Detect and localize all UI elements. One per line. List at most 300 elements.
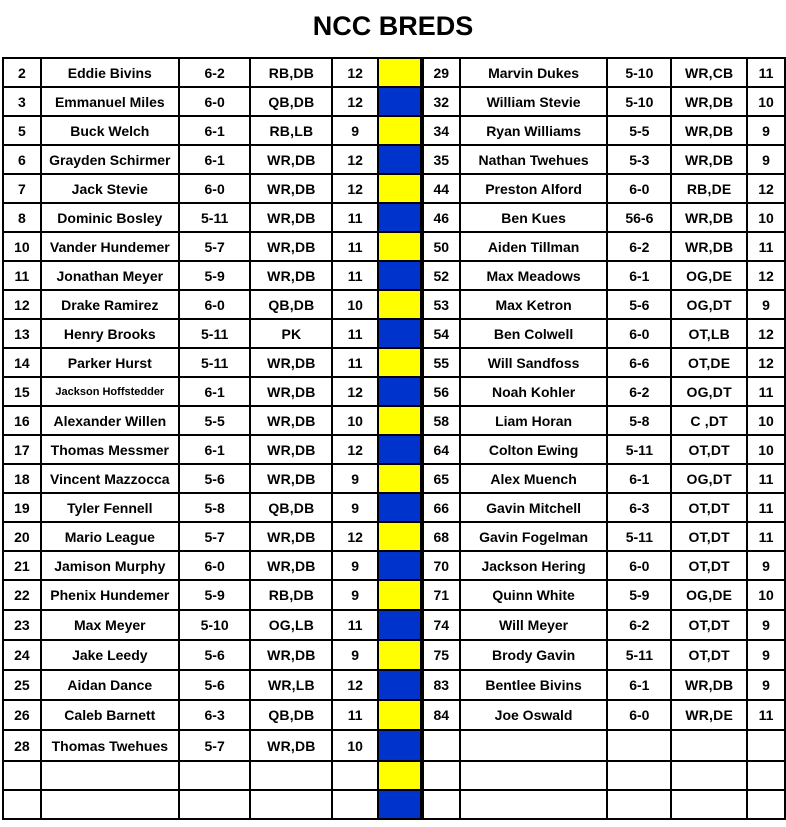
- right-name-cell: Liam Horan: [460, 406, 608, 435]
- right-grade-cell: 11: [747, 493, 785, 522]
- color-swatch-blue: [378, 670, 422, 700]
- right-pos-cell: WR,DB: [671, 145, 747, 174]
- right-ht-cell: [607, 730, 671, 761]
- left-pos-cell: WR,DB: [250, 435, 332, 464]
- left-grade-cell: 11: [332, 610, 378, 640]
- left-num-cell: 28: [3, 730, 41, 761]
- table-row: [3, 58, 785, 87]
- color-swatch-yellow: [378, 406, 422, 435]
- right-ht-cell: 5-5: [607, 116, 671, 145]
- right-pos-cell: OG,DE: [671, 261, 747, 290]
- right-num-cell: 74: [422, 610, 460, 640]
- right-pos-cell: WR,CB: [671, 58, 747, 87]
- left-pos-cell: QB,DB: [250, 290, 332, 319]
- right-name-cell: Will Meyer: [460, 610, 608, 640]
- color-swatch-yellow: [378, 580, 422, 610]
- right-pos-cell: WR,DB: [671, 87, 747, 116]
- right-grade-cell: 9: [747, 116, 785, 145]
- left-pos-cell: RB,DB: [250, 58, 332, 87]
- left-ht-cell: [179, 790, 251, 819]
- left-num-cell: 14: [3, 348, 41, 377]
- table-row: [3, 435, 785, 464]
- left-pos-cell: WR,DB: [250, 261, 332, 290]
- table-row: [3, 464, 785, 493]
- right-pos-cell: OT,DT: [671, 610, 747, 640]
- right-num-cell: 32: [422, 87, 460, 116]
- left-pos-cell: WR,DB: [250, 640, 332, 670]
- left-ht-cell: 5-7: [179, 522, 251, 551]
- left-ht-cell: 5-7: [179, 730, 251, 761]
- table-row: [3, 232, 785, 261]
- left-num-cell: 10: [3, 232, 41, 261]
- left-grade-cell: 9: [332, 464, 378, 493]
- left-name-cell: Parker Hurst: [41, 348, 179, 377]
- right-num-cell: 44: [422, 174, 460, 203]
- table-row: [3, 670, 785, 700]
- right-num-cell: 65: [422, 464, 460, 493]
- left-num-cell: 22: [3, 580, 41, 610]
- left-grade-cell: 11: [332, 232, 378, 261]
- right-name-cell: Colton Ewing: [460, 435, 608, 464]
- left-pos-cell: WR,DB: [250, 348, 332, 377]
- right-num-cell: [422, 730, 460, 761]
- left-grade-cell: 10: [332, 406, 378, 435]
- right-ht-cell: 5-11: [607, 435, 671, 464]
- right-num-cell: 53: [422, 290, 460, 319]
- color-swatch-yellow: [378, 116, 422, 145]
- right-num-cell: 83: [422, 670, 460, 700]
- left-ht-cell: 5-7: [179, 232, 251, 261]
- left-name-cell: Jake Leedy: [41, 640, 179, 670]
- left-grade-cell: [332, 790, 378, 819]
- right-ht-cell: 6-0: [607, 319, 671, 348]
- right-ht-cell: 5-11: [607, 522, 671, 551]
- left-ht-cell: 6-3: [179, 700, 251, 730]
- left-num-cell: 2: [3, 58, 41, 87]
- left-num-cell: [3, 761, 41, 790]
- table-row: [3, 116, 785, 145]
- right-num-cell: 58: [422, 406, 460, 435]
- left-name-cell: Vincent Mazzocca: [41, 464, 179, 493]
- right-name-cell: Brody Gavin: [460, 640, 608, 670]
- table-row: [3, 761, 785, 790]
- right-grade-cell: 9: [747, 610, 785, 640]
- right-pos-cell: OG,DT: [671, 290, 747, 319]
- right-pos-cell: OT,DT: [671, 435, 747, 464]
- right-pos-cell: [671, 790, 747, 819]
- left-pos-cell: WR,LB: [250, 670, 332, 700]
- right-num-cell: 34: [422, 116, 460, 145]
- left-pos-cell: WR,DB: [250, 377, 332, 406]
- color-swatch-blue: [378, 87, 422, 116]
- right-pos-cell: WR,DB: [671, 116, 747, 145]
- left-grade-cell: 9: [332, 640, 378, 670]
- left-name-cell: Jackson Hoffstedder: [41, 377, 179, 406]
- left-ht-cell: 6-0: [179, 87, 251, 116]
- left-ht-cell: 6-0: [179, 174, 251, 203]
- table-row: [3, 790, 785, 819]
- right-grade-cell: 9: [747, 551, 785, 580]
- right-ht-cell: 5-6: [607, 290, 671, 319]
- right-name-cell: William Stevie: [460, 87, 608, 116]
- left-name-cell: Mario League: [41, 522, 179, 551]
- right-ht-cell: 5-10: [607, 87, 671, 116]
- left-grade-cell: 9: [332, 580, 378, 610]
- color-swatch-blue: [378, 377, 422, 406]
- right-name-cell: Noah Kohler: [460, 377, 608, 406]
- right-ht-cell: 5-10: [607, 58, 671, 87]
- left-ht-cell: 6-1: [179, 116, 251, 145]
- right-pos-cell: [671, 761, 747, 790]
- left-name-cell: Henry Brooks: [41, 319, 179, 348]
- right-num-cell: 56: [422, 377, 460, 406]
- left-num-cell: 3: [3, 87, 41, 116]
- left-name-cell: [41, 790, 179, 819]
- left-name-cell: Alexander Willen: [41, 406, 179, 435]
- right-ht-cell: [607, 761, 671, 790]
- right-num-cell: 70: [422, 551, 460, 580]
- right-grade-cell: 9: [747, 145, 785, 174]
- color-swatch-blue: [378, 435, 422, 464]
- right-ht-cell: 6-2: [607, 610, 671, 640]
- left-ht-cell: 5-6: [179, 670, 251, 700]
- left-grade-cell: 12: [332, 145, 378, 174]
- right-pos-cell: OT,DT: [671, 551, 747, 580]
- right-num-cell: 68: [422, 522, 460, 551]
- left-pos-cell: QB,DB: [250, 493, 332, 522]
- left-pos-cell: QB,DB: [250, 87, 332, 116]
- table-row: [3, 522, 785, 551]
- right-grade-cell: 11: [747, 232, 785, 261]
- right-ht-cell: 6-1: [607, 670, 671, 700]
- color-swatch-yellow: [378, 640, 422, 670]
- color-swatch-yellow: [378, 348, 422, 377]
- right-pos-cell: C ,DT: [671, 406, 747, 435]
- right-ht-cell: 6-2: [607, 232, 671, 261]
- left-num-cell: 6: [3, 145, 41, 174]
- left-ht-cell: 5-8: [179, 493, 251, 522]
- table-row: [3, 700, 785, 730]
- left-name-cell: Jonathan Meyer: [41, 261, 179, 290]
- right-grade-cell: 9: [747, 290, 785, 319]
- right-pos-cell: WR,DE: [671, 700, 747, 730]
- left-name-cell: [41, 761, 179, 790]
- table-row: [3, 580, 785, 610]
- left-pos-cell: WR,DB: [250, 232, 332, 261]
- left-name-cell: Grayden Schirmer: [41, 145, 179, 174]
- left-grade-cell: 10: [332, 290, 378, 319]
- left-pos-cell: WR,DB: [250, 464, 332, 493]
- right-ht-cell: 5-9: [607, 580, 671, 610]
- left-ht-cell: 6-2: [179, 58, 251, 87]
- left-ht-cell: 5-11: [179, 319, 251, 348]
- right-grade-cell: 12: [747, 261, 785, 290]
- right-num-cell: 50: [422, 232, 460, 261]
- right-name-cell: Max Meadows: [460, 261, 608, 290]
- right-ht-cell: 56-6: [607, 203, 671, 232]
- color-swatch-yellow: [378, 464, 422, 493]
- right-name-cell: Ben Kues: [460, 203, 608, 232]
- table-row: [3, 551, 785, 580]
- left-ht-cell: 5-11: [179, 348, 251, 377]
- right-name-cell: Nathan Twehues: [460, 145, 608, 174]
- right-name-cell: Joe Oswald: [460, 700, 608, 730]
- left-pos-cell: [250, 761, 332, 790]
- right-name-cell: Gavin Mitchell: [460, 493, 608, 522]
- left-num-cell: 25: [3, 670, 41, 700]
- right-pos-cell: WR,DB: [671, 670, 747, 700]
- color-swatch-yellow: [378, 232, 422, 261]
- right-name-cell: Ben Colwell: [460, 319, 608, 348]
- right-grade-cell: 12: [747, 174, 785, 203]
- color-swatch-blue: [378, 551, 422, 580]
- left-pos-cell: RB,DB: [250, 580, 332, 610]
- left-name-cell: Aidan Dance: [41, 670, 179, 700]
- left-grade-cell: 11: [332, 700, 378, 730]
- color-swatch-blue: [378, 319, 422, 348]
- left-name-cell: Thomas Messmer: [41, 435, 179, 464]
- left-name-cell: Phenix Hundemer: [41, 580, 179, 610]
- left-ht-cell: 6-0: [179, 290, 251, 319]
- left-num-cell: 23: [3, 610, 41, 640]
- right-ht-cell: 6-0: [607, 174, 671, 203]
- right-grade-cell: 11: [747, 377, 785, 406]
- left-grade-cell: 11: [332, 203, 378, 232]
- left-name-cell: Emmanuel Miles: [41, 87, 179, 116]
- right-name-cell: Aiden Tillman: [460, 232, 608, 261]
- color-swatch-yellow: [378, 58, 422, 87]
- left-grade-cell: 12: [332, 522, 378, 551]
- left-num-cell: 26: [3, 700, 41, 730]
- right-grade-cell: 12: [747, 348, 785, 377]
- left-pos-cell: RB,LB: [250, 116, 332, 145]
- right-grade-cell: [747, 761, 785, 790]
- left-grade-cell: 11: [332, 348, 378, 377]
- left-ht-cell: [179, 761, 251, 790]
- color-swatch-blue: [378, 730, 422, 761]
- left-pos-cell: WR,DB: [250, 145, 332, 174]
- left-pos-cell: WR,DB: [250, 551, 332, 580]
- right-name-cell: Gavin Fogelman: [460, 522, 608, 551]
- left-num-cell: 7: [3, 174, 41, 203]
- left-name-cell: Eddie Bivins: [41, 58, 179, 87]
- right-grade-cell: 9: [747, 640, 785, 670]
- left-ht-cell: 5-5: [179, 406, 251, 435]
- right-pos-cell: WR,DB: [671, 232, 747, 261]
- right-grade-cell: 10: [747, 435, 785, 464]
- left-pos-cell: [250, 790, 332, 819]
- right-grade-cell: 11: [747, 464, 785, 493]
- right-name-cell: Bentlee Bivins: [460, 670, 608, 700]
- left-pos-cell: OG,LB: [250, 610, 332, 640]
- left-ht-cell: 6-1: [179, 145, 251, 174]
- color-swatch-yellow: [378, 761, 422, 790]
- left-ht-cell: 5-9: [179, 580, 251, 610]
- table-row: [3, 730, 785, 761]
- right-pos-cell: RB,DE: [671, 174, 747, 203]
- right-ht-cell: 5-3: [607, 145, 671, 174]
- right-ht-cell: 6-1: [607, 261, 671, 290]
- left-ht-cell: 5-6: [179, 464, 251, 493]
- right-pos-cell: OG,DE: [671, 580, 747, 610]
- left-grade-cell: 10: [332, 730, 378, 761]
- left-ht-cell: 5-11: [179, 203, 251, 232]
- left-grade-cell: 9: [332, 551, 378, 580]
- right-ht-cell: 6-6: [607, 348, 671, 377]
- right-pos-cell: OT,DT: [671, 640, 747, 670]
- left-num-cell: 21: [3, 551, 41, 580]
- right-num-cell: 66: [422, 493, 460, 522]
- left-grade-cell: 12: [332, 435, 378, 464]
- color-swatch-yellow: [378, 174, 422, 203]
- left-ht-cell: 6-0: [179, 551, 251, 580]
- right-ht-cell: 6-3: [607, 493, 671, 522]
- table-row: [3, 640, 785, 670]
- right-name-cell: Marvin Dukes: [460, 58, 608, 87]
- right-num-cell: 71: [422, 580, 460, 610]
- right-num-cell: 54: [422, 319, 460, 348]
- left-ht-cell: 6-1: [179, 435, 251, 464]
- table-row: [3, 610, 785, 640]
- right-num-cell: [422, 761, 460, 790]
- left-ht-cell: 5-6: [179, 640, 251, 670]
- table-row: [3, 203, 785, 232]
- left-num-cell: 19: [3, 493, 41, 522]
- right-pos-cell: WR,DB: [671, 203, 747, 232]
- right-name-cell: Max Ketron: [460, 290, 608, 319]
- left-num-cell: 20: [3, 522, 41, 551]
- left-grade-cell: 12: [332, 174, 378, 203]
- left-grade-cell: [332, 761, 378, 790]
- left-grade-cell: 12: [332, 670, 378, 700]
- left-num-cell: 5: [3, 116, 41, 145]
- right-ht-cell: 6-1: [607, 464, 671, 493]
- left-num-cell: 24: [3, 640, 41, 670]
- left-pos-cell: WR,DB: [250, 174, 332, 203]
- right-ht-cell: 5-8: [607, 406, 671, 435]
- color-swatch-yellow: [378, 522, 422, 551]
- right-pos-cell: OT,DT: [671, 522, 747, 551]
- right-pos-cell: OG,DT: [671, 464, 747, 493]
- color-swatch-blue: [378, 203, 422, 232]
- left-grade-cell: 12: [332, 58, 378, 87]
- table-row: [3, 87, 785, 116]
- right-num-cell: 46: [422, 203, 460, 232]
- left-name-cell: Vander Hundemer: [41, 232, 179, 261]
- right-grade-cell: 9: [747, 670, 785, 700]
- left-name-cell: Tyler Fennell: [41, 493, 179, 522]
- right-name-cell: Preston Alford: [460, 174, 608, 203]
- left-name-cell: Thomas Twehues: [41, 730, 179, 761]
- right-ht-cell: 6-0: [607, 700, 671, 730]
- table-row: [3, 406, 785, 435]
- right-grade-cell: 11: [747, 522, 785, 551]
- left-num-cell: 13: [3, 319, 41, 348]
- right-pos-cell: OT,DT: [671, 493, 747, 522]
- color-swatch-yellow: [378, 700, 422, 730]
- left-pos-cell: WR,DB: [250, 522, 332, 551]
- left-pos-cell: WR,DB: [250, 730, 332, 761]
- right-num-cell: 64: [422, 435, 460, 464]
- left-num-cell: 18: [3, 464, 41, 493]
- left-num-cell: 11: [3, 261, 41, 290]
- table-row: [3, 493, 785, 522]
- left-grade-cell: 12: [332, 87, 378, 116]
- left-num-cell: 16: [3, 406, 41, 435]
- color-swatch-blue: [378, 261, 422, 290]
- right-name-cell: Jackson Hering: [460, 551, 608, 580]
- right-grade-cell: 12: [747, 319, 785, 348]
- left-name-cell: Jack Stevie: [41, 174, 179, 203]
- right-ht-cell: 5-11: [607, 640, 671, 670]
- color-swatch-blue: [378, 610, 422, 640]
- table-row: [3, 290, 785, 319]
- left-pos-cell: WR,DB: [250, 203, 332, 232]
- right-name-cell: Ryan Williams: [460, 116, 608, 145]
- left-grade-cell: 9: [332, 116, 378, 145]
- right-ht-cell: [607, 790, 671, 819]
- table-row: [3, 319, 785, 348]
- right-num-cell: 84: [422, 700, 460, 730]
- left-pos-cell: WR,DB: [250, 406, 332, 435]
- right-pos-cell: [671, 730, 747, 761]
- left-name-cell: Max Meyer: [41, 610, 179, 640]
- table-row: [3, 377, 785, 406]
- right-grade-cell: 10: [747, 87, 785, 116]
- right-name-cell: Will Sandfoss: [460, 348, 608, 377]
- right-num-cell: 52: [422, 261, 460, 290]
- left-name-cell: Jamison Murphy: [41, 551, 179, 580]
- left-pos-cell: QB,DB: [250, 700, 332, 730]
- right-name-cell: [460, 790, 608, 819]
- right-grade-cell: [747, 790, 785, 819]
- right-num-cell: 35: [422, 145, 460, 174]
- left-num-cell: 15: [3, 377, 41, 406]
- right-name-cell: [460, 730, 608, 761]
- right-pos-cell: OT,LB: [671, 319, 747, 348]
- right-grade-cell: 11: [747, 700, 785, 730]
- color-swatch-yellow: [378, 290, 422, 319]
- left-grade-cell: 11: [332, 319, 378, 348]
- right-ht-cell: 6-0: [607, 551, 671, 580]
- right-pos-cell: OG,DT: [671, 377, 747, 406]
- table-row: [3, 174, 785, 203]
- left-name-cell: Dominic Bosley: [41, 203, 179, 232]
- right-grade-cell: [747, 730, 785, 761]
- left-grade-cell: 12: [332, 377, 378, 406]
- right-grade-cell: 11: [747, 58, 785, 87]
- left-name-cell: Drake Ramirez: [41, 290, 179, 319]
- right-num-cell: 75: [422, 640, 460, 670]
- roster-table: [2, 57, 786, 820]
- table-row: [3, 261, 785, 290]
- left-grade-cell: 11: [332, 261, 378, 290]
- left-num-cell: 12: [3, 290, 41, 319]
- right-grade-cell: 10: [747, 203, 785, 232]
- left-num-cell: [3, 790, 41, 819]
- left-ht-cell: 6-1: [179, 377, 251, 406]
- page-title: NCC BREDS: [312, 11, 474, 41]
- table-row: [3, 348, 785, 377]
- left-num-cell: 17: [3, 435, 41, 464]
- right-name-cell: [460, 761, 608, 790]
- right-pos-cell: OT,DE: [671, 348, 747, 377]
- left-name-cell: Caleb Barnett: [41, 700, 179, 730]
- table-row: [3, 145, 785, 174]
- right-grade-cell: 10: [747, 406, 785, 435]
- left-num-cell: 8: [3, 203, 41, 232]
- right-num-cell: [422, 790, 460, 819]
